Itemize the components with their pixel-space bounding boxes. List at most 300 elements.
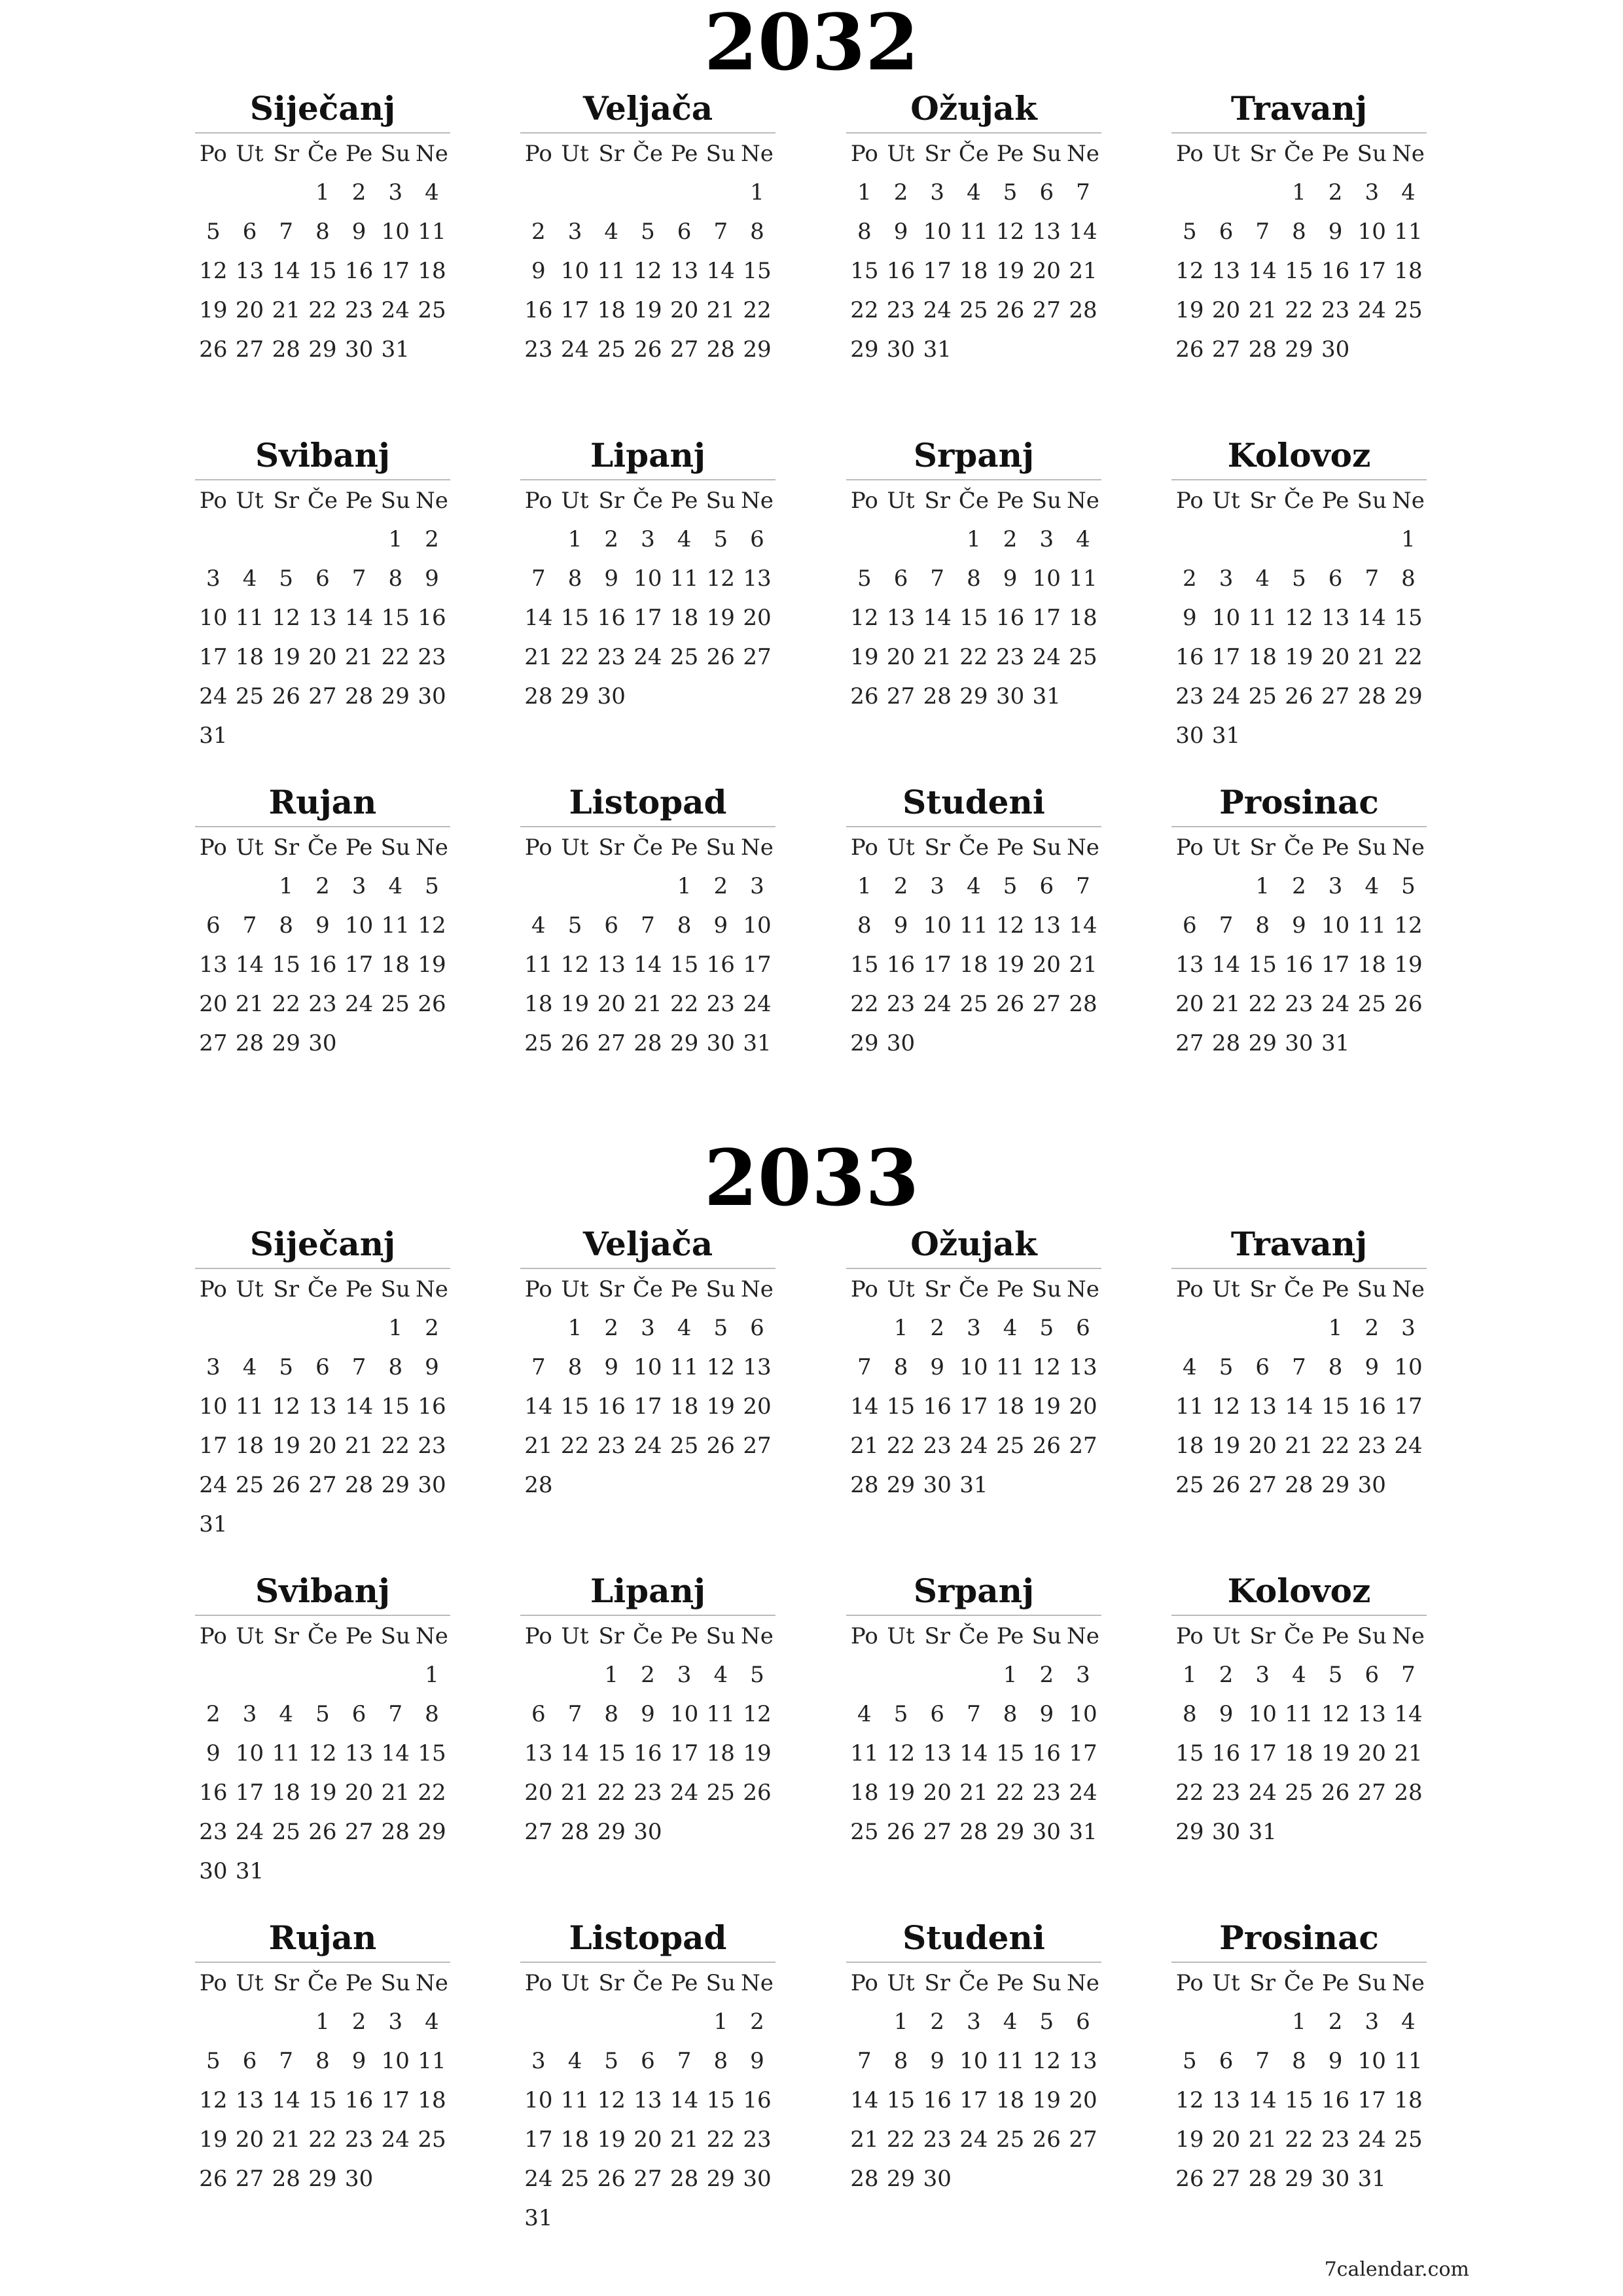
day-cell: 23 (743, 2126, 772, 2153)
week-row (1171, 637, 1427, 677)
day-cell: 25 (669, 1433, 699, 1459)
day-cell: 17 (235, 1780, 264, 1806)
day-cell: 5 (1328, 1662, 1343, 1688)
day-cell: 2 (1219, 1662, 1234, 1688)
weekday-header (520, 1617, 776, 1655)
day-cell: 10 (923, 912, 952, 939)
day-cell: 20 (923, 1780, 952, 1806)
day-cell: 26 (418, 991, 446, 1017)
day-cell: 6 (1219, 2048, 1234, 2074)
day-cell (1065, 330, 1101, 369)
day-cell: 5 (567, 912, 582, 939)
day-cell: 17 (524, 2126, 553, 2153)
month-name: Srpanj (846, 432, 1101, 480)
day-cell: 21 (524, 644, 553, 670)
day-cell (1065, 1465, 1101, 1505)
day-cell: 20 (235, 297, 264, 323)
day-cell (1353, 716, 1390, 755)
weekday-label: Sr (924, 1623, 950, 1649)
day-cell: 8 (425, 1701, 439, 1727)
month-block (1171, 779, 1427, 1063)
day-cell: 14 (850, 1393, 879, 1420)
week-row (195, 906, 450, 945)
day-cell (341, 716, 378, 755)
day-cell: 3 (206, 565, 221, 592)
day-cell: 10 (381, 219, 410, 245)
month-block (195, 1914, 450, 2198)
day-cell (341, 1655, 378, 1695)
week-row (520, 330, 776, 369)
day-cell: 12 (1175, 258, 1204, 284)
weekday-label: Su (705, 488, 736, 514)
day-cell (702, 2198, 739, 2238)
weekday-label: Po (850, 1276, 878, 1302)
month-name: Ožujak (846, 85, 1101, 134)
day-cell: 20 (597, 991, 626, 1017)
day-cell: 11 (560, 2087, 590, 2113)
day-cell: 21 (1285, 1433, 1313, 1459)
day-cell: 30 (995, 683, 1025, 709)
day-cell: 20 (1211, 2126, 1241, 2153)
day-cell: 8 (567, 565, 582, 592)
day-cell: 1 (1401, 526, 1416, 552)
day-cell (593, 2002, 630, 2041)
day-cell (1353, 520, 1390, 559)
day-cell: 18 (235, 1433, 264, 1459)
week-row (846, 1655, 1101, 1695)
day-cell: 26 (272, 683, 300, 709)
weekday-label: Pe (1321, 834, 1349, 861)
day-cell: 29 (1285, 336, 1313, 363)
day-cell (414, 1852, 450, 1891)
weekday-label: Su (380, 1623, 410, 1649)
day-cell (739, 2198, 776, 2238)
day-cell (1244, 2002, 1281, 2041)
day-cell: 23 (308, 991, 337, 1017)
weekday-label: Ut (236, 1623, 264, 1649)
footer-credit[interactable]: 7calendar.com (1324, 2258, 1469, 2281)
day-cell: 24 (199, 683, 228, 709)
day-cell: 9 (893, 219, 908, 245)
weekday-label: Ut (887, 1970, 915, 1996)
day-cell: 21 (344, 644, 374, 670)
weekday-label: Pe (996, 141, 1024, 167)
week-row (195, 251, 450, 291)
day-cell: 1 (1255, 873, 1270, 899)
week-row (846, 906, 1101, 945)
day-cell (1244, 716, 1281, 755)
day-cell: 22 (381, 1433, 410, 1459)
weeks-grid (520, 173, 776, 369)
day-cell: 12 (199, 2087, 228, 2113)
day-cell (557, 173, 594, 212)
day-cell (195, 173, 232, 212)
weekday-header (1171, 135, 1427, 173)
day-cell: 20 (199, 991, 228, 1017)
month-block (846, 85, 1101, 369)
day-cell: 22 (308, 297, 337, 323)
day-cell: 28 (850, 2166, 879, 2192)
day-cell: 5 (604, 2048, 619, 2074)
day-cell: 15 (597, 1740, 626, 1767)
day-cell: 24 (560, 336, 590, 363)
weeks-grid (195, 1655, 450, 1891)
day-cell: 24 (1032, 644, 1061, 670)
day-cell (520, 173, 557, 212)
day-cell: 15 (743, 258, 772, 284)
day-cell: 9 (604, 1354, 619, 1380)
week-row (520, 1348, 776, 1387)
week-row (1171, 2041, 1427, 2081)
day-cell: 20 (669, 297, 699, 323)
day-cell (268, 520, 304, 559)
day-cell: 29 (560, 683, 590, 709)
day-cell: 10 (1357, 219, 1386, 245)
day-cell (1353, 330, 1390, 369)
day-cell: 9 (351, 219, 366, 245)
weeks-grid (1171, 1655, 1427, 1852)
day-cell (268, 1655, 304, 1695)
day-cell: 16 (418, 605, 446, 631)
day-cell: 28 (272, 2166, 300, 2192)
day-cell: 29 (669, 1030, 699, 1056)
month-block (195, 85, 450, 369)
day-cell (195, 2002, 232, 2041)
day-cell (1390, 1812, 1427, 1852)
day-cell (883, 1655, 919, 1695)
weekday-header (846, 1270, 1101, 1308)
day-cell: 1 (425, 1662, 439, 1688)
weekday-header (846, 135, 1101, 173)
day-cell (304, 1308, 341, 1348)
day-cell: 25 (1175, 1472, 1204, 1498)
day-cell (377, 716, 414, 755)
day-cell: 4 (388, 873, 403, 899)
weekday-header (1171, 1964, 1427, 2002)
day-cell: 23 (1357, 1433, 1386, 1459)
day-cell: 23 (633, 1780, 662, 1806)
day-cell: 5 (750, 1662, 764, 1688)
day-cell: 3 (1076, 1662, 1090, 1688)
day-cell: 3 (677, 1662, 692, 1688)
day-cell: 28 (923, 683, 952, 709)
weekday-header (195, 1270, 450, 1308)
week-row (846, 520, 1101, 559)
day-cell: 27 (923, 1819, 952, 1845)
day-cell: 31 (199, 723, 228, 749)
day-cell: 30 (344, 336, 374, 363)
weekday-label: Ut (561, 1623, 589, 1649)
day-cell: 27 (1321, 683, 1350, 709)
weekday-label: Če (307, 834, 338, 861)
month-name: Srpanj (846, 1568, 1101, 1616)
weekday-label: Pe (345, 488, 373, 514)
day-cell (1208, 520, 1245, 559)
weekday-header (195, 1617, 450, 1655)
day-cell: 5 (1003, 179, 1018, 206)
day-cell: 10 (381, 2048, 410, 2074)
weekday-header (1171, 482, 1427, 520)
month-name: Prosinac (1171, 1914, 1427, 1963)
day-cell: 16 (1321, 258, 1350, 284)
day-cell: 14 (1357, 605, 1386, 631)
week-row (1171, 1348, 1427, 1387)
weekday-label: Če (307, 141, 338, 167)
week-row (520, 173, 776, 212)
day-cell: 30 (418, 1472, 446, 1498)
day-cell: 4 (604, 219, 619, 245)
month-block (1171, 1568, 1427, 1852)
weekday-label: Ut (561, 834, 589, 861)
weekday-label: Sr (1249, 834, 1275, 861)
weekday-label: Ne (741, 488, 774, 514)
week-row (195, 1695, 450, 1734)
week-row (195, 559, 450, 598)
day-cell: 13 (1211, 258, 1241, 284)
weekday-label: Su (705, 141, 736, 167)
week-row (195, 212, 450, 251)
day-cell: 27 (1211, 336, 1241, 363)
weekday-label: Sr (924, 488, 950, 514)
day-cell: 18 (1248, 644, 1277, 670)
week-row (846, 1465, 1101, 1505)
day-cell: 30 (886, 1030, 916, 1056)
day-cell: 17 (1394, 1393, 1423, 1420)
day-cell: 31 (235, 1858, 264, 1884)
day-cell: 8 (893, 2048, 908, 2074)
day-cell: 3 (351, 873, 366, 899)
day-cell: 1 (967, 526, 981, 552)
day-cell (414, 330, 450, 369)
day-cell: 9 (713, 912, 728, 939)
weekday-label: Sr (1249, 141, 1275, 167)
day-cell: 24 (1069, 1780, 1097, 1806)
day-cell (1317, 520, 1354, 559)
weekday-label: Pe (670, 141, 698, 167)
weekday-label: Po (199, 834, 227, 861)
weekday-label: Po (524, 1970, 552, 1996)
day-cell: 11 (959, 912, 988, 939)
day-cell: 10 (199, 605, 228, 631)
week-row (1171, 2159, 1427, 2198)
week-row (520, 945, 776, 984)
day-cell: 5 (1183, 2048, 1197, 2074)
day-cell: 5 (206, 2048, 221, 2074)
week-row (520, 1773, 776, 1812)
day-cell: 17 (199, 1433, 228, 1459)
day-cell: 13 (308, 1393, 337, 1420)
week-row (1171, 1024, 1427, 1063)
day-cell: 14 (381, 1740, 410, 1767)
day-cell: 21 (669, 2126, 699, 2153)
day-cell: 13 (597, 952, 626, 978)
day-cell: 13 (235, 258, 264, 284)
day-cell: 21 (1069, 258, 1097, 284)
week-row (520, 2159, 776, 2198)
day-cell: 28 (1069, 991, 1097, 1017)
weekday-label: Po (1175, 834, 1204, 861)
week-row (195, 984, 450, 1024)
day-cell: 17 (1357, 2087, 1386, 2113)
weekday-label: Su (1357, 1276, 1387, 1302)
day-cell: 28 (850, 1472, 879, 1498)
day-cell: 13 (199, 952, 228, 978)
day-cell: 28 (235, 1030, 264, 1056)
day-cell: 13 (886, 605, 916, 631)
day-cell: 27 (1032, 297, 1061, 323)
weekday-label: Sr (598, 141, 624, 167)
week-row (520, 2081, 776, 2120)
day-cell: 17 (923, 952, 952, 978)
day-cell: 25 (1285, 1780, 1313, 1806)
day-cell: 21 (235, 991, 264, 1017)
day-cell (1353, 1812, 1390, 1852)
day-cell: 20 (1069, 2087, 1097, 2113)
day-cell: 1 (567, 526, 582, 552)
weekday-label: Pe (1321, 141, 1349, 167)
day-cell: 2 (531, 219, 546, 245)
weekday-label: Če (632, 488, 663, 514)
day-cell: 12 (418, 912, 446, 939)
day-cell: 17 (1357, 258, 1386, 284)
day-cell: 30 (886, 336, 916, 363)
weekday-label: Pe (996, 488, 1024, 514)
day-cell: 26 (995, 991, 1025, 1017)
weekday-label: Ut (561, 141, 589, 167)
day-cell: 7 (857, 1354, 872, 1380)
day-cell: 8 (279, 912, 294, 939)
weeks-grid (195, 520, 450, 755)
day-cell: 28 (1069, 297, 1097, 323)
day-cell: 2 (893, 179, 908, 206)
weekday-label: Ne (416, 141, 448, 167)
day-cell: 16 (706, 952, 735, 978)
day-cell: 31 (381, 336, 410, 363)
day-cell: 17 (959, 2087, 988, 2113)
day-cell: 15 (1394, 605, 1423, 631)
day-cell: 2 (604, 1315, 619, 1341)
week-row (520, 1812, 776, 1852)
day-cell: 7 (1364, 565, 1380, 592)
weekday-label: Ne (416, 1970, 448, 1996)
day-cell: 13 (308, 605, 337, 631)
day-cell: 26 (308, 1819, 337, 1845)
day-cell: 3 (641, 1315, 655, 1341)
day-cell: 18 (850, 1780, 879, 1806)
day-cell: 17 (381, 258, 410, 284)
day-cell (232, 2002, 268, 2041)
weeks-grid (846, 1655, 1101, 1852)
weekday-label: Pe (996, 1276, 1024, 1302)
day-cell: 21 (560, 1780, 590, 1806)
day-cell (341, 1505, 378, 1544)
day-cell (1281, 1308, 1317, 1348)
week-row (195, 1387, 450, 1426)
day-cell: 30 (344, 2166, 374, 2192)
day-cell: 27 (1069, 2126, 1097, 2153)
day-cell: 11 (524, 952, 553, 978)
day-cell: 1 (315, 179, 330, 206)
day-cell: 7 (1292, 1354, 1306, 1380)
day-cell: 3 (1364, 2009, 1380, 2035)
day-cell: 22 (1394, 644, 1423, 670)
day-cell: 22 (850, 297, 879, 323)
day-cell: 18 (418, 2087, 446, 2113)
day-cell: 7 (567, 1701, 582, 1727)
weekday-label: Sr (924, 1970, 950, 1996)
week-row (195, 677, 450, 716)
day-cell (1208, 173, 1245, 212)
day-cell (1353, 1024, 1390, 1063)
day-cell: 12 (886, 1740, 916, 1767)
day-cell (846, 1655, 883, 1695)
week-row (846, 251, 1101, 291)
day-cell: 24 (959, 2126, 988, 2153)
day-cell: 26 (850, 683, 879, 709)
day-cell: 18 (995, 2087, 1025, 2113)
day-cell: 2 (604, 526, 619, 552)
day-cell (1028, 1024, 1065, 1063)
weeks-grid (1171, 2002, 1427, 2198)
weekday-label: Pe (1321, 1623, 1349, 1649)
week-row (846, 173, 1101, 212)
day-cell: 5 (1183, 219, 1197, 245)
day-cell: 26 (1394, 991, 1423, 1017)
day-cell (1390, 1465, 1427, 1505)
day-cell: 12 (1394, 912, 1423, 939)
day-cell: 13 (1321, 605, 1350, 631)
week-row (520, 906, 776, 945)
day-cell: 26 (597, 2166, 626, 2192)
day-cell: 27 (235, 336, 264, 363)
day-cell: 19 (1175, 2126, 1204, 2153)
week-row (1171, 867, 1427, 906)
day-cell: 10 (923, 219, 952, 245)
day-cell: 2 (641, 1662, 655, 1688)
weekday-label: Po (524, 1276, 552, 1302)
day-cell: 6 (1328, 565, 1343, 592)
month-name: Veljača (520, 1221, 776, 1269)
day-cell (630, 2198, 666, 2238)
day-cell: 8 (604, 1701, 619, 1727)
day-cell: 9 (425, 1354, 439, 1380)
day-cell: 2 (930, 2009, 945, 2035)
day-cell: 1 (713, 2009, 728, 2035)
day-cell: 21 (1394, 1740, 1423, 1767)
day-cell: 23 (1321, 297, 1350, 323)
day-cell: 12 (1032, 1354, 1061, 1380)
day-cell: 23 (706, 991, 735, 1017)
day-cell: 6 (351, 1701, 366, 1727)
day-cell: 6 (641, 2048, 655, 2074)
week-row (195, 2120, 450, 2159)
weekday-label: Sr (273, 834, 299, 861)
week-row (195, 1308, 450, 1348)
day-cell: 6 (930, 1701, 945, 1727)
day-cell: 28 (959, 1819, 988, 1845)
day-cell: 15 (886, 2087, 916, 2113)
month-block (846, 432, 1101, 716)
weekday-header (195, 1964, 450, 2002)
day-cell (557, 2002, 594, 2041)
week-row (195, 520, 450, 559)
day-cell: 3 (930, 179, 945, 206)
day-cell: 21 (1069, 952, 1097, 978)
weekday-label: Sr (598, 1623, 624, 1649)
weekday-label: Po (199, 488, 227, 514)
day-cell: 28 (1248, 2166, 1277, 2192)
day-cell: 20 (308, 1433, 337, 1459)
